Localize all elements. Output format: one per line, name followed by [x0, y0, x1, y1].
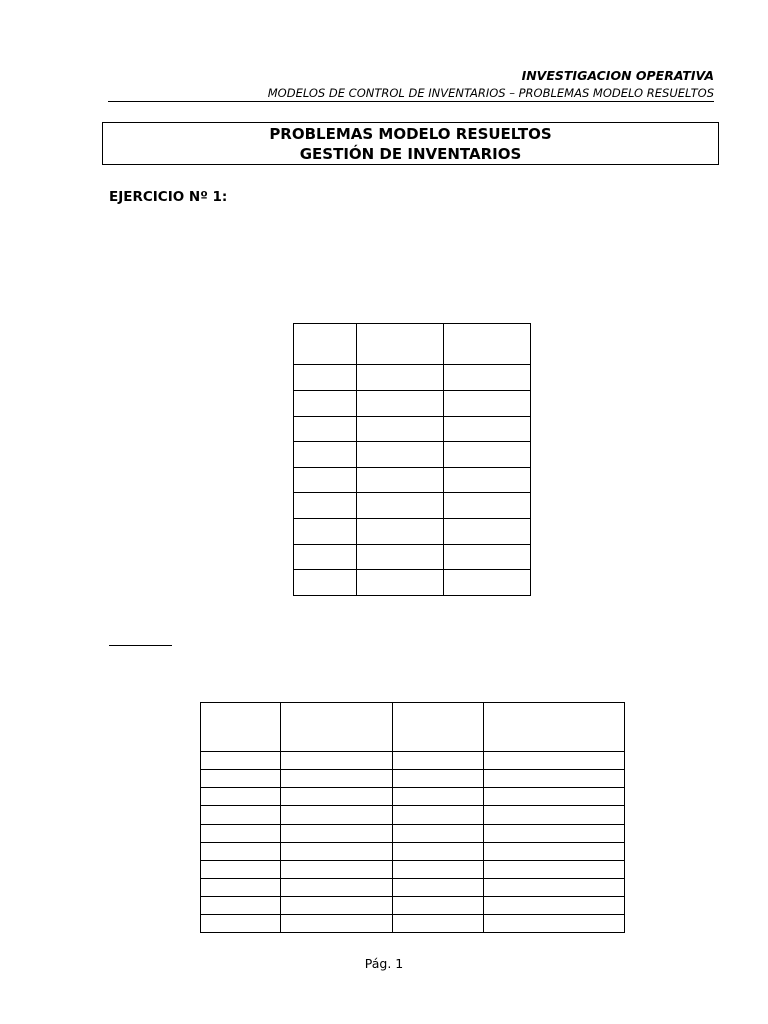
table-cell — [393, 896, 484, 914]
table-cell — [484, 824, 625, 842]
table-cell — [484, 878, 625, 896]
table-row — [201, 788, 625, 806]
table-cell — [444, 365, 531, 391]
table-cell — [484, 752, 625, 770]
table-cell — [201, 788, 281, 806]
table-cell — [294, 544, 357, 570]
table-cell — [281, 860, 393, 878]
table-cell — [294, 391, 357, 417]
table-cell — [201, 824, 281, 842]
table-header-cell — [357, 324, 444, 365]
table-cell — [484, 788, 625, 806]
table-cell — [201, 752, 281, 770]
table-cell — [294, 570, 357, 596]
table-cell — [201, 806, 281, 824]
header-subtitle: MODELOS DE CONTROL DE INVENTARIOS – PROBLEMAS MODELO RESUELTOS — [267, 86, 714, 100]
table-cell — [484, 806, 625, 824]
table-cell — [444, 544, 531, 570]
table-cell — [281, 788, 393, 806]
table-cell — [444, 493, 531, 519]
table-header-cell — [201, 703, 281, 752]
table-cell — [357, 519, 444, 545]
table-cell — [201, 914, 281, 932]
table-cell — [294, 467, 357, 493]
table-row — [201, 842, 625, 860]
table-row — [201, 770, 625, 788]
table-row — [294, 544, 531, 570]
table-row — [201, 878, 625, 896]
table-cell — [294, 365, 357, 391]
table-cell — [357, 416, 444, 442]
table-2 — [200, 702, 625, 933]
table-cell — [281, 896, 393, 914]
table-row — [201, 860, 625, 878]
underline-rule — [109, 645, 172, 646]
table-cell — [393, 878, 484, 896]
page-number: Pág. 1 — [364, 956, 404, 971]
table-row — [201, 703, 625, 752]
table-cell — [357, 493, 444, 519]
table-cell — [281, 878, 393, 896]
table-cell — [281, 806, 393, 824]
title-line-1: PROBLEMAS MODELO RESUELTOS — [269, 124, 552, 143]
table-cell — [294, 519, 357, 545]
table-cell — [484, 860, 625, 878]
table-cell — [281, 914, 393, 932]
table-header-cell — [393, 703, 484, 752]
table-row — [201, 806, 625, 824]
table-cell — [444, 391, 531, 417]
table-row — [294, 365, 531, 391]
table-row — [294, 391, 531, 417]
table-cell — [281, 842, 393, 860]
table-row — [201, 896, 625, 914]
table-cell — [393, 770, 484, 788]
table-cell — [484, 842, 625, 860]
table-row — [294, 467, 531, 493]
table-cell — [393, 842, 484, 860]
header-divider — [108, 101, 714, 102]
table-cell — [393, 788, 484, 806]
table-row — [294, 416, 531, 442]
table-row — [294, 442, 531, 468]
table-cell — [357, 391, 444, 417]
table-header-cell — [444, 324, 531, 365]
table-cell — [393, 806, 484, 824]
title-line-2: GESTIÓN DE INVENTARIOS — [299, 144, 522, 163]
header-course-title: INVESTIGACION OPERATIVA — [521, 68, 714, 83]
table-cell — [444, 467, 531, 493]
table-header-cell — [294, 324, 357, 365]
table-cell — [393, 860, 484, 878]
table-cell — [393, 914, 484, 932]
table-cell — [484, 770, 625, 788]
title-box — [102, 122, 719, 165]
table-cell — [294, 416, 357, 442]
table-cell — [294, 442, 357, 468]
table-header-cell — [484, 703, 625, 752]
table-cell — [201, 878, 281, 896]
table-row — [294, 519, 531, 545]
table-cell — [201, 842, 281, 860]
table-header-cell — [281, 703, 393, 752]
table-cell — [201, 896, 281, 914]
table-cell — [444, 442, 531, 468]
table-cell — [281, 770, 393, 788]
table-cell — [444, 570, 531, 596]
table-cell — [281, 752, 393, 770]
table-cell — [201, 770, 281, 788]
table-cell — [281, 824, 393, 842]
table-cell — [444, 519, 531, 545]
table-cell — [484, 914, 625, 932]
table-1 — [293, 323, 531, 596]
table-cell — [357, 544, 444, 570]
table-row — [294, 324, 531, 365]
table-cell — [357, 570, 444, 596]
exercise-label: EJERCICIO Nº 1: — [109, 189, 228, 205]
table-row — [294, 570, 531, 596]
table-row — [201, 752, 625, 770]
table-row — [201, 914, 625, 932]
table-row — [294, 493, 531, 519]
table-cell — [294, 493, 357, 519]
table-cell — [484, 896, 625, 914]
table-cell — [444, 416, 531, 442]
table-cell — [201, 860, 281, 878]
table-row — [201, 824, 625, 842]
table-cell — [357, 365, 444, 391]
table-cell — [393, 824, 484, 842]
table-cell — [357, 467, 444, 493]
table-cell — [393, 752, 484, 770]
table-cell — [357, 442, 444, 468]
